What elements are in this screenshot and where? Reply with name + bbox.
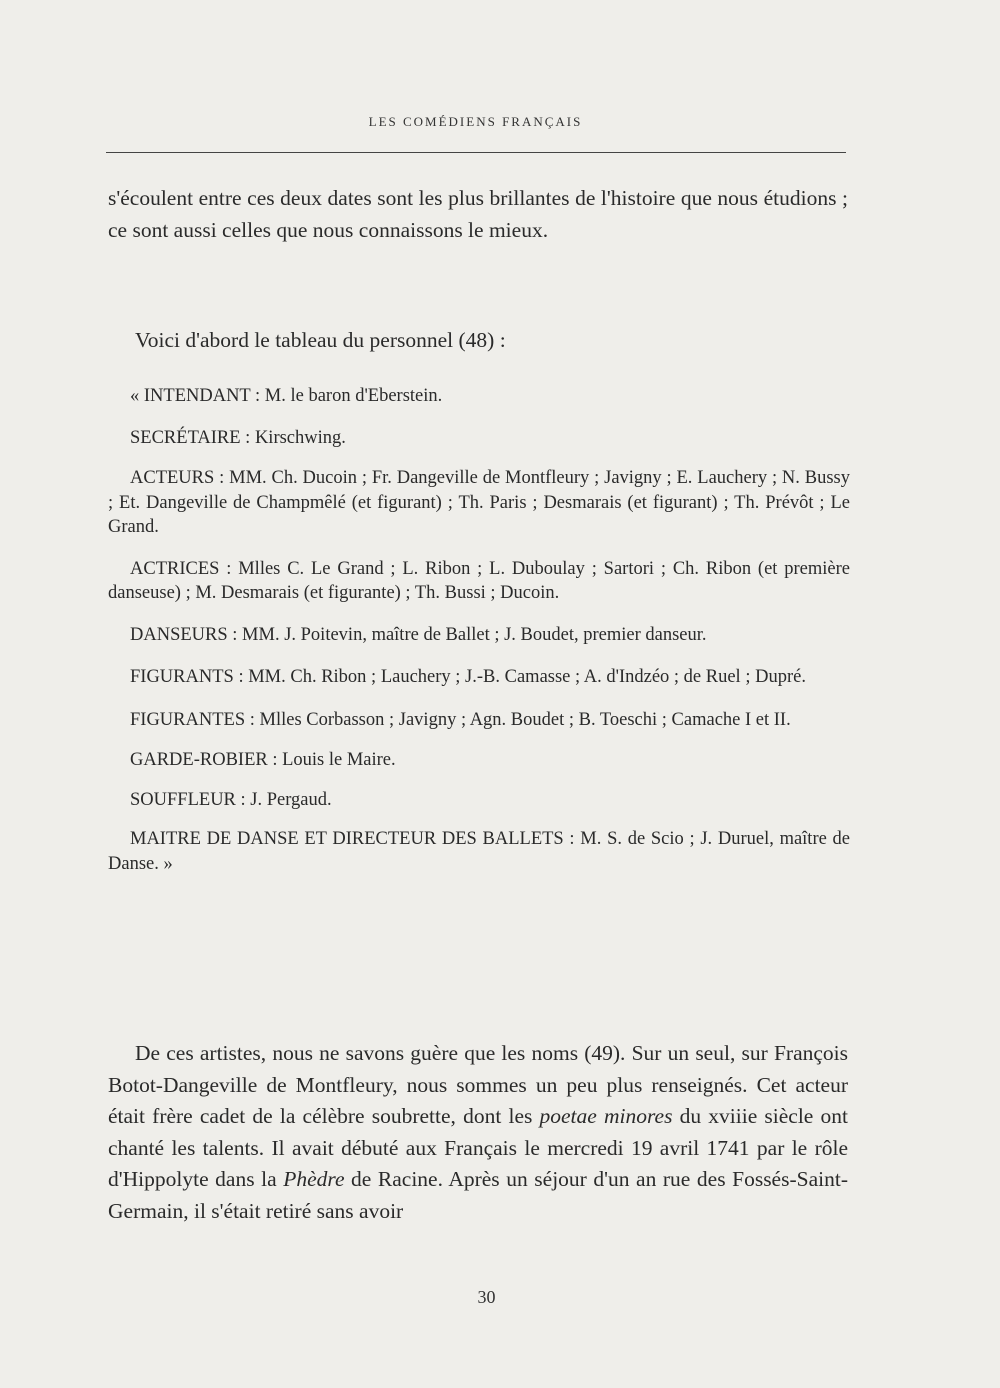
- page-number: 30: [477, 1287, 496, 1307]
- closing-italic-phedre: Phèdre: [283, 1167, 345, 1192]
- intro-paragraph-block: [108, 183, 848, 246]
- closing-text-3: de Racine. Après un séjour d'un an rue des Fossés-Saint-Germain, il s'était retiré sans avoir: [108, 1167, 848, 1223]
- personnel-entry-maitre-de-danse: MAITRE DE DANSE ET DIRECTEUR DES BALLETS : M. S. de Scio ; J. Duruel, maître de Danse. »: [108, 829, 850, 874]
- personnel-entry-secretaire: SECRÉTAIRE : Kirschwing.: [130, 427, 346, 448]
- personnel-entry-intendant: « INTENDANT : M. le baron d'Eberstein.: [130, 386, 443, 406]
- personnel-entry-acteurs: ACTEURS : MM. Ch. Ducoin ; Fr. Dangeville de Montfleury ; Javigny ; E. Lauchery ; N. Bussy ; Et. Dangeville de Champmêlé (et figurant) ; Th. Paris ; Desmarais (et figurant) ; Th. Prévôt ; Le Grand.: [108, 468, 850, 537]
- personnel-entry-garde-robier: GARDE-ROBIER : Louis le Maire.: [130, 750, 396, 770]
- running-head: LES COMÉDIENS FRANÇAIS: [368, 114, 583, 129]
- closing-italic-poetae-minores: poetae minores: [539, 1104, 673, 1129]
- closing-text-1: De ces artistes, nous ne savons guère que les noms (49). Sur un seul, sur François Botot-Dangeville de Montfleury, nous sommes un peu plus renseignés. Cet acteur était frère cadet de la célèbre soubrette, dont les: [108, 1041, 848, 1129]
- intro-paragraph: s'écoulent entre ces deux dates sont les plus brillantes de l'histoire que nous étudions ; ce sont aussi celles que nous connaissons le mieux.: [108, 186, 848, 242]
- personnel-entry-figurantes: FIGURANTES : Mlles Corbasson ; Javigny ; Agn. Boudet ; B. Toeschi ; Camache I et II.: [130, 709, 791, 730]
- closing-paragraph-block: [108, 1038, 848, 1228]
- closing-paragraph: [108, 1038, 848, 1228]
- personnel-entry-actrices: ACTRICES : Mlles C. Le Grand ; L. Ribon ; L. Duboulay ; Sartori ; Ch. Ribon (et première danseuse) ; M. Desmarais (et figurante) ; Th. Bussi ; Ducoin.: [108, 558, 850, 603]
- lead-paragraph: Voici d'abord le tableau du personnel (48) :: [135, 328, 506, 352]
- closing-text-2: du xviiie siècle ont chanté les talents. Il avait débuté aux Français le mercredi 19 avril 1741 par le rôle d'Hippolyte dans la: [108, 1104, 848, 1192]
- header-rule: [106, 152, 846, 153]
- personnel-entry-danseurs: DANSEURS : MM. J. Poitevin, maître de Ballet ; J. Boudet, premier danseur.: [130, 624, 707, 645]
- personnel-entry-figurants: FIGURANTS : MM. Ch. Ribon ; Lauchery ; J.-B. Camasse ; A. d'Indzéo ; de Ruel ; Dupré.: [130, 667, 806, 687]
- personnel-entry-souffleur: SOUFFLEUR : J. Pergaud.: [130, 789, 332, 810]
- personnel-list: [108, 384, 850, 891]
- lead-paragraph-block: [108, 325, 848, 357]
